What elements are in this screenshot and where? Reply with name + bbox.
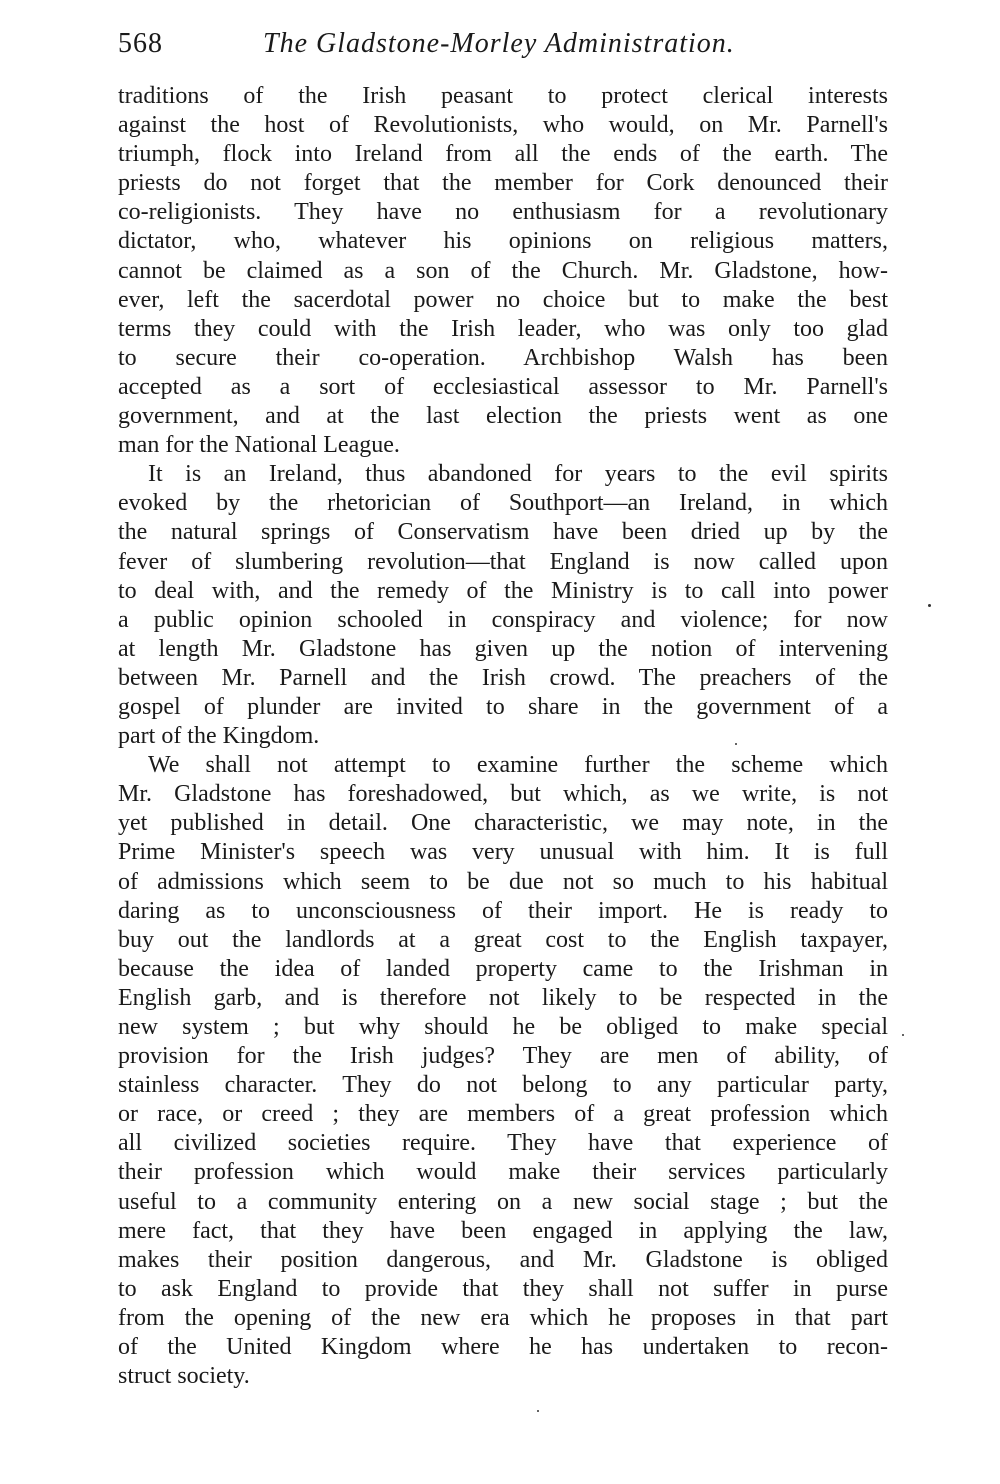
text-line: daring as to unconsciousness of their import. He is ready to <box>118 897 888 924</box>
text-line: to ask England to provide that they shall not suffer in purse <box>118 1275 888 1302</box>
text-line: ever, left the sacerdotal power no choice but to make the best <box>118 286 888 313</box>
body-text <box>118 82 888 1391</box>
text-line: all civilized societies require. They have that experience of <box>118 1130 888 1157</box>
text-line: co-religionists. They have no enthusiasm for a revolutionary <box>118 199 888 226</box>
text-line: terms they could with the Irish leader, who was only too glad <box>118 315 888 342</box>
text-line: gospel of plunder are invited to share in the government of a <box>118 693 888 720</box>
paragraph-first-line: We shall not attempt to examine further the scheme which <box>148 752 888 779</box>
text-line: at length Mr. Gladstone has given up the notion of intervening <box>118 635 888 662</box>
scan-speck <box>928 604 931 607</box>
text-line: triumph, flock into Ireland from all the ends of the earth. The <box>118 141 888 168</box>
text-line: because the idea of landed property came to the Irishman in <box>118 955 888 982</box>
text-line: the natural springs of Conservatism have been dried up by the <box>118 519 888 546</box>
text-line: from the opening of the new era which he proposes in that part <box>118 1304 888 1331</box>
text-line: mere fact, that they have been engaged in applying the law, <box>118 1217 888 1244</box>
text-line: buy out the landlords at a great cost to the English taxpayer, <box>118 926 888 953</box>
text-line: stainless character. They do not belong to any particular party, <box>118 1072 888 1099</box>
text-line: provision for the Irish judges? They are men of ability, of <box>118 1043 888 1070</box>
text-line: accepted as a sort of ecclesiastical assessor to Mr. Parnell's <box>118 373 888 400</box>
paragraph-first-line: It is an Ireland, thus abandoned for years to the evil spirits <box>148 461 888 488</box>
text-line: of admissions which seem to be due not so much to his habitual <box>118 868 888 895</box>
text-line: yet published in detail. One characteristic, we may note, in the <box>118 810 888 837</box>
text-line: evoked by the rhetorician of Southport—an Ireland, in which <box>118 490 888 517</box>
text-line: against the host of Revolutionists, who would, on Mr. Parnell's <box>118 112 888 139</box>
scan-speck <box>902 1034 904 1036</box>
text-line: of the United Kingdom where he has undertaken to recon- <box>118 1334 888 1361</box>
text-line: cannot be claimed as a son of the Church. Mr. Gladstone, how- <box>118 257 888 284</box>
text-line: part of the Kingdom. <box>118 723 320 750</box>
running-head <box>118 24 888 64</box>
text-line: priests do not forget that the member for Cork denounced their <box>118 170 888 197</box>
text-line: between Mr. Parnell and the Irish crowd. The preachers of the <box>118 664 888 691</box>
text-line: fever of slumbering revolution—that England is now called upon <box>118 548 888 575</box>
text-line: dictator, who, whatever his opinions on religious matters, <box>118 228 888 255</box>
text-line: their profession which would make their services particularly <box>118 1159 888 1186</box>
text-line: man for the National League. <box>118 432 400 459</box>
text-line: English garb, and is therefore not likely to be respected in the <box>118 984 888 1011</box>
text-line: struct society. <box>118 1363 250 1390</box>
text-line: new system ; but why should he be obliged to make special <box>118 1014 888 1040</box>
text-line: a public opinion schooled in conspiracy and violence; for now <box>118 606 888 633</box>
running-title: The Gladstone-Morley Administration. <box>263 28 735 59</box>
scan-speck <box>735 743 737 745</box>
scan-speck <box>537 1410 539 1412</box>
text-line: useful to a community entering on a new social stage ; but the <box>118 1188 888 1215</box>
text-line: makes their position dangerous, and Mr. Gladstone is obliged <box>118 1246 888 1273</box>
text-line: to secure their co-operation. Archbishop Walsh has been <box>118 344 888 371</box>
text-line: to deal with, and the remedy of the Ministry is to call into power <box>118 577 888 604</box>
text-line: Prime Minister's speech was very unusual with him. It is full <box>118 839 888 866</box>
text-line: Mr. Gladstone has foreshadowed, but which, as we write, is not <box>118 781 888 808</box>
page-number: 568 <box>118 28 163 59</box>
text-line: government, and at the last election the priests went as one <box>118 403 888 430</box>
text-line: traditions of the Irish peasant to protect clerical interests <box>118 83 888 109</box>
text-line: or race, or creed ; they are members of a great profession which <box>118 1101 888 1128</box>
